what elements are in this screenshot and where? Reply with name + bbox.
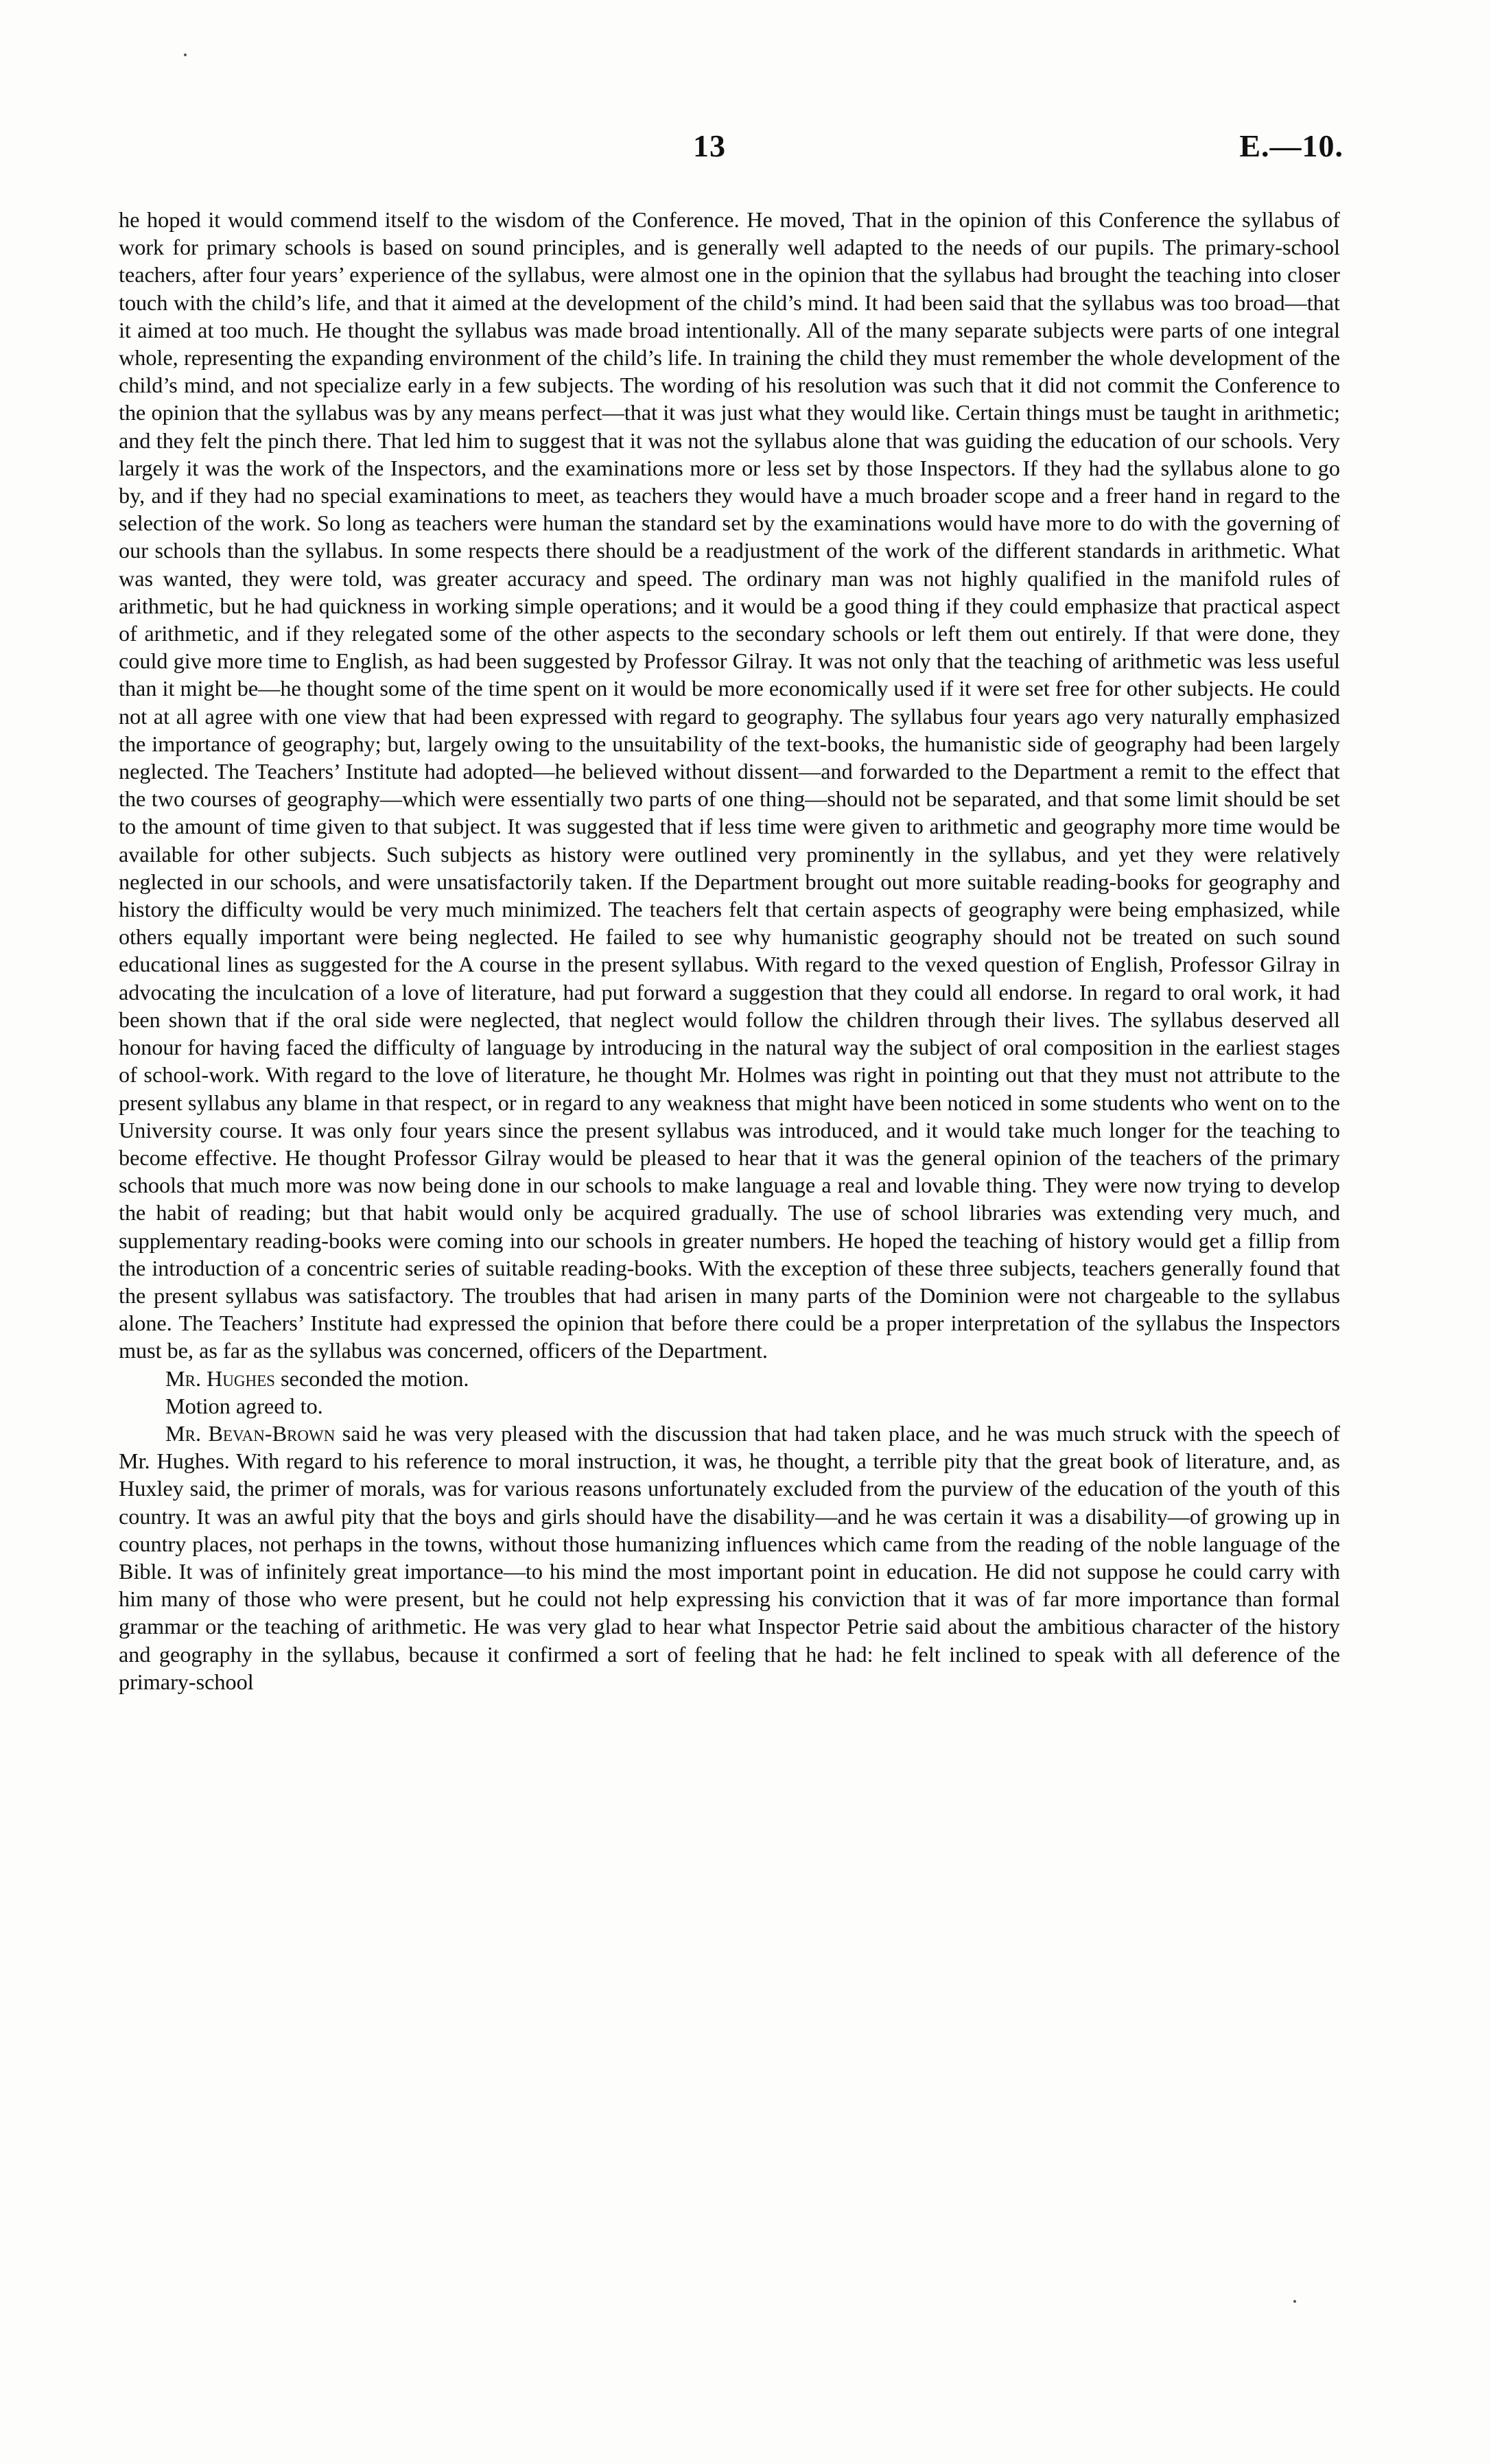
page-number: 13 <box>693 128 726 163</box>
paragraph-text: he hoped it would commend itself to the wisdom of the Conference. He moved, That in the opinion of this Conference the syllabus of work for primary schools is based on sound principles, and is generally well adapted to the needs of our pupils. The primary-school teachers, after four years’ experience of the syllabus, were almost one in the opinion that the syllabus had brought the teaching into closer touch with the child’s life, and that it aimed at the development of the child’s mind. It had been said that the syllabus was too broad—that it aimed at too much. He thought the syllabus was made broad intentionally. All of the many separate subjects were parts of one integral whole, representing the expanding environment of the child’s life. In training the child they must remember the whole development of the child’s mind, and not specialize early in a few subjects. The wording of his resolution was such that it did not commit the Conference to the opinion that the syllabus was by any means perfect—that it was just what they would like. Certain things must be taught in arithmetic; and they felt the pinch there. That led him to suggest that it was not the syllabus alone that was guiding the education of our schools. Very largely it was the work of the Inspectors, and the examinations more or less set by those Inspectors. If they had the syllabus alone to go by, and if they had no special examinations to meet, as teachers they would have a much broader scope and a freer hand in regard to the selection of the work. So long as teachers were human the standard set by the examinations would have more to do with the governing of our schools than the syllabus. In some respects there should be a readjustment of the work of the different standards in arithmetic. What was wanted, they were told, was greater accuracy and speed. The ordinary man was not highly qualified in the manifold rules of arithmetic, but he had quickness in working simple operations; and it would be a good thing if they could emphasize that practical aspect of arithmetic, and if they relegated some of the other aspects to the secondary schools or left them out entirely. If that were done, they could give more time to English, as had been suggested by Professor Gilray. It was not only that the teaching of arithmetic was less useful than it might be—he thought some of the time spent on it would be more economically used if it were set free for other subjects. He could not at all agree with one view that had been expressed with regard to geography. The syllabus four years ago very naturally emphasized the importance of geography; but, largely owing to the unsuitability of the text-books, the humanistic side of geography had been largely neglected. The Teachers’ Institute had adopted—he believed without dissent—and forwarded to the Department a remit to the effect that the two courses of geography—which were essentially two parts of one thing—should not be separated, and that some limit should be set to the amount of time given to that subject. It was suggested that if less time were given to arithmetic and geography more time would be available for other subjects. Such subjects as history were outlined very prominently in the syllabus, and yet they were relatively neglected in our schools, and were unsatisfactorily taken. If the Department brought out more suitable reading-books for geography and history the difficulty would be very much minimized. The teachers felt that certain aspects of geography were being emphasized, while others equally important were being neglected. He failed to see why humanistic geography should not be treated on such sound educational lines as suggested for the A course in the present syllabus. With regard to the vexed question of English, Professor Gilray in advocating the inculcation of a love of literature, had put forward a suggestion that they could all endorse. In regard to oral work, it had been shown that if the oral side were neglected, that neglect would follow the children through their lives. The syllabus deserved all honour for having faced the difficulty of language by introducing in the natural way the subject of oral composition in the earliest stages of school-work. With regard to the love of literature, he thought Mr. Holmes was right in pointing out that they must not attribute to the present syllabus any blame in that respect, or in regard to any weakness that might have been noticed in some students who went on to the University course. It was only four years since the present syllabus was introduced, and it would take much longer for the teaching to become effective. He thought Professor Gilray would be pleased to hear that it was the general opinion of the teachers of the primary schools that much more was now being done in our schools to make language a real and lovable thing. They were now trying to develop the habit of reading; but that habit would only be acquired gradually. The use of school libraries was extending very much, and supplementary reading-books were coming into our schools in greater numbers. He hoped the teaching of history would get a fillip from the introduction of a concentric series of suitable reading-books. With the exception of these three subjects, teachers generally found that the present syllabus was satisfactory. The troubles that had arisen in many parts of the Dominion were not chargeable to the syllabus alone. The Teachers’ Institute had expressed the opinion that before there could be a proper interpretation of the syllabus the Inspectors must be, as far as the syllabus was concerned, officers of the Department. <box>119 207 1340 1363</box>
paragraph-text: seconded the motion. <box>274 1365 469 1391</box>
paragraph-motion-agreed <box>119 1392 1340 1420</box>
paragraph-bevan-brown <box>119 1420 1340 1696</box>
paragraph-text: Motion agreed to. <box>165 1393 323 1418</box>
paragraph-seconded <box>119 1365 1340 1392</box>
print-speck <box>184 54 187 56</box>
page-header <box>0 128 1491 176</box>
speaker-name: Mr. Hughes <box>165 1365 275 1391</box>
document-code: E.—10. <box>1239 128 1343 163</box>
paragraph-text: said he was very pleased with the discussion that had taken place, and he was much struck with the speech of Mr. Hughes. With regard to his reference to moral instruction, it was, he thought, a terrible pity that the great book of literature, and, as Huxley said, the primer of morals, was for various reasons unfortunately excluded from the purview of the education of the youth of this country. It was an awful pity that the boys and girls should have the disability—and he was certain it was a disability—of growing up in country places, not perhaps in the towns, without those humanizing influences which came from the reading of the noble language of the Bible. It was of infinitely great importance—to his mind the most important point in education. He did not suppose he could carry with him many of those who were present, but he could not help expressing his conviction that it was of far more importance than formal grammar or the teaching of arithmetic. He was very glad to hear what Inspector Petrie said about the ambitious character of the history and geography in the syllabus, because it confirmed a sort of feeling that he had: he felt inclined to speak with all deference of the primary-school <box>119 1420 1340 1694</box>
print-speck <box>1293 2300 1296 2303</box>
paragraph-continuation <box>119 206 1340 1365</box>
body-text <box>119 206 1340 1696</box>
speaker-name: Mr. Bevan-Brown <box>165 1420 336 1446</box>
